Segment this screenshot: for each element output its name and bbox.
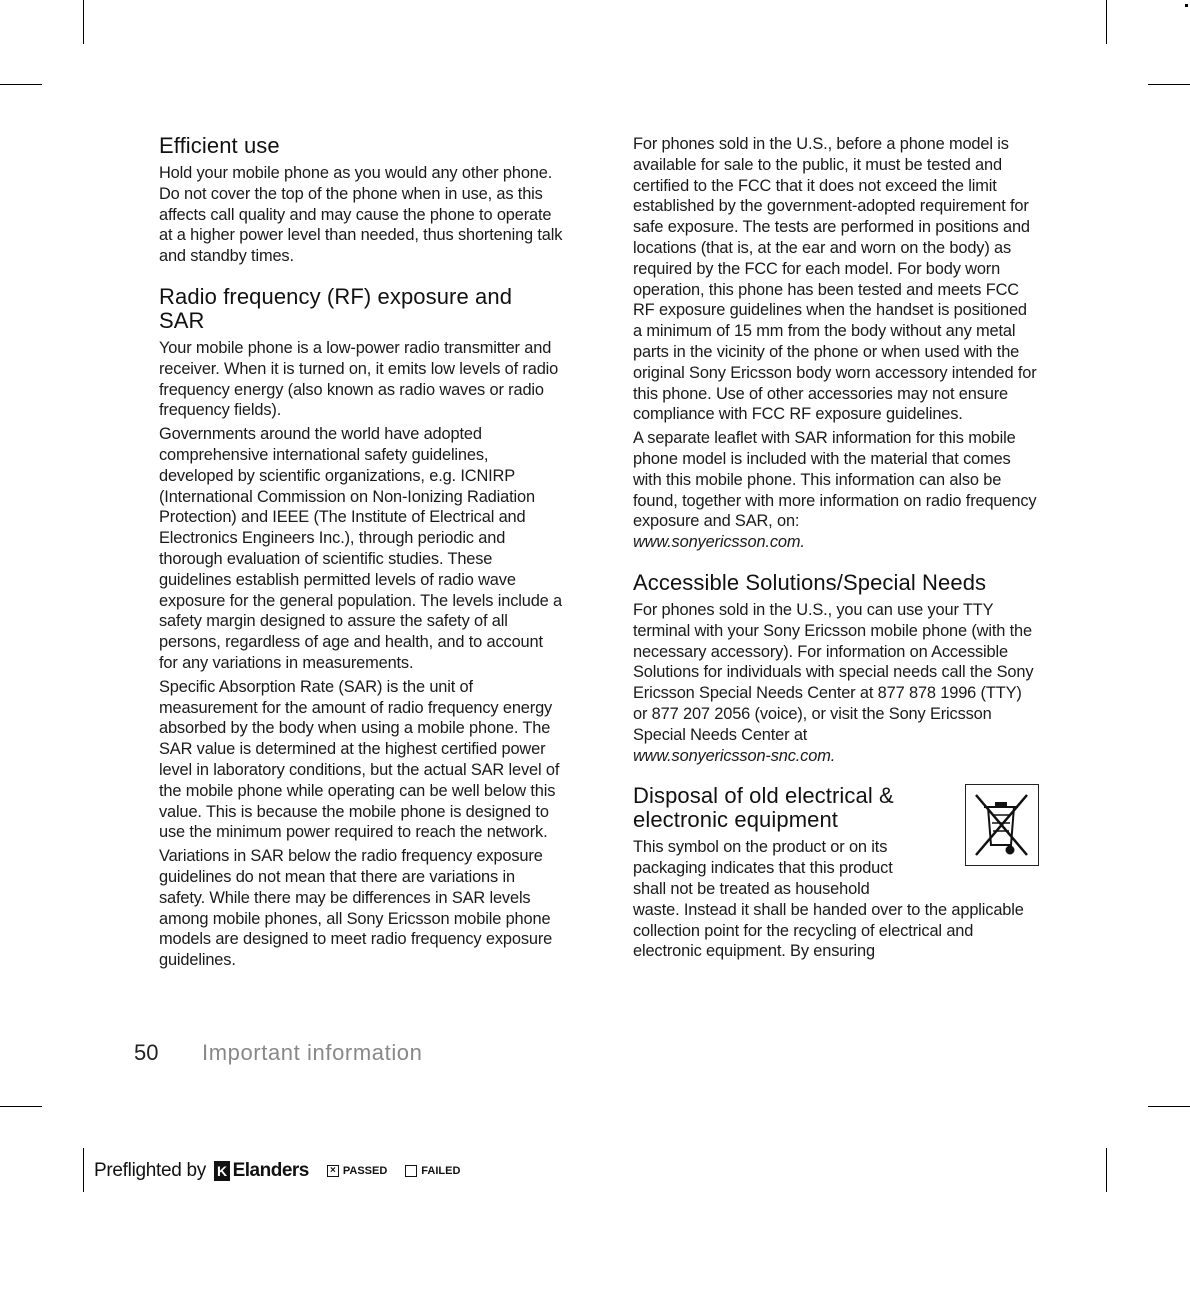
- crop-mark: [0, 1106, 42, 1107]
- paragraph-text: A separate leaflet with SAR information for this mobile phone model is included with the material that comes with this mobile phone. This information can also be found, together with more information on radio frequency exposure and SAR, on:: [633, 429, 1037, 531]
- passed-label: PASSED: [342, 1165, 388, 1177]
- left-column: [159, 134, 565, 989]
- sonyericsson-link[interactable]: www.sonyericsson.com.: [633, 533, 805, 552]
- section-heading: Accessible Solutions/Special Needs: [633, 569, 987, 595]
- preflight-label: Preflighted by: [94, 1160, 206, 1181]
- paragraph: Variations in SAR below the radio frequency exposure guidelines do not mean that there are variations in safety. While there may be differences in SAR levels among mobile phones, all Sony Ericsson mobile phone models are designed to meet radio frequency exposure guidelines.: [159, 847, 553, 970]
- paragraph-text: waste. Instead it shall be handed over to the applicable collection point for the recycling of electrical and electronic equipment. By ensuring: [633, 900, 1024, 961]
- failed-status: [405, 1165, 460, 1177]
- empty-box-icon: [405, 1165, 417, 1177]
- page-number: 50: [134, 1040, 159, 1065]
- passed-status: [327, 1165, 387, 1177]
- section-label: Important information: [202, 1040, 423, 1065]
- fcc-section: [633, 134, 1039, 553]
- crop-mark: [1106, 1148, 1107, 1192]
- failed-label: FAILED: [421, 1165, 461, 1177]
- paragraph: Your mobile phone is a low-power radio transmitter and receiver. When it is turned on, it emits low levels of radio frequency energy (also known as radio waves or radio frequency fields).: [159, 338, 559, 420]
- crop-mark: [1148, 84, 1190, 85]
- section-heading: Radio frequency (RF) exposure and SAR: [159, 283, 513, 333]
- crop-mark: [1106, 0, 1107, 44]
- rf-exposure-section: [159, 285, 565, 971]
- paragraph-line: shall not be treated as household: [633, 879, 870, 898]
- paragraph: Hold your mobile phone as you would any other phone. Do not cover the top of the phone when in use, as this affects call quality and may cause the phone to operate at a higher power level than needed, thus shortening talk and standby times.: [159, 164, 563, 266]
- corner-dot: [1185, 4, 1188, 7]
- crop-mark: [83, 0, 84, 44]
- paragraph-line: packaging indicates that this product: [633, 859, 893, 878]
- paragraph-line: This symbol on the product or on its: [633, 838, 888, 857]
- paragraph: [633, 600, 1039, 766]
- section-heading: Efficient use: [159, 133, 280, 158]
- disposal-section: [633, 784, 1039, 962]
- crop-mark: [1148, 1106, 1190, 1107]
- paragraph: [633, 428, 1039, 553]
- paragraph: Specific Absorption Rate (SAR) is the unit of measurement for the amount of radio frequency energy absorbed by the body when using a mobile phone. The SAR value is determined at the highest certified power level in laboratory conditions, but the actual SAR level of the mobile phone while operating can be well below this value. This is because the mobile phone is designed to use the minimum power required to reach the network.: [159, 677, 560, 842]
- efficient-use-section: [159, 134, 565, 267]
- crop-mark: [0, 84, 42, 85]
- special-needs-link[interactable]: www.sonyericsson-snc.com.: [633, 746, 836, 765]
- crop-mark: [83, 1148, 84, 1192]
- paragraph-text: For phones sold in the U.S., you can use your TTY terminal with your Sony Ericsson mobile phone (with the necessary accessory). For information on Accessible Solutions for individuals with special needs call the Sony Ericsson Special Needs Center at 877 878 1996 (TTY) or 877 207 2056 (voice), or visit the Sony Ericsson Special Needs Center at: [633, 600, 1034, 744]
- crossed-out-wheelie-bin-icon: [965, 784, 1039, 866]
- accessible-section: [633, 571, 1039, 766]
- preflight-stamp: [94, 1156, 460, 1186]
- paragraph: Governments around the world have adopted comprehensive international safety guidelines, developed by scientific organizations, e.g. ICNIRP (International Commission on Non-Ionizing Radiation Protection) and IEEE (The Institute of Electrical and Electronics Engineers Inc.), through periodic and thorough evaluation of scientific studies. These guidelines establish permitted levels of radio wave exposure for the general population. The levels include a safety margin designed to assure the safety of all persons, regardless of age and health, and to account for any variations in measurements.: [159, 425, 563, 672]
- elanders-logo: [214, 1160, 309, 1182]
- section-heading: Disposal of old electrical & electronic equipment: [633, 783, 894, 833]
- right-column: [633, 134, 1039, 980]
- checked-box-icon: ×: [327, 1165, 339, 1177]
- paragraph: For phones sold in the U.S., before a phone model is available for sale to the public, it must be tested and certified to the FCC that it does not exceed the limit established by the government-adopted requirement for safe exposure. The tests are performed in positions and locations (that is, at the ear and worn on the body) as required by the FCC for each model. For body worn operation, this phone has been tested and meets FCC RF exposure guidelines when the handset is positioned a minimum of 15 mm from the body without any metal parts in the vicinity of the phone or when used with the original Sony Ericsson body worn accessory intended for this phone. Use of other accessories may not ensure compliance with FCC RF exposure guidelines.: [633, 135, 1037, 424]
- elanders-k-icon: K: [214, 1161, 230, 1181]
- elanders-name: Elanders: [232, 1160, 309, 1181]
